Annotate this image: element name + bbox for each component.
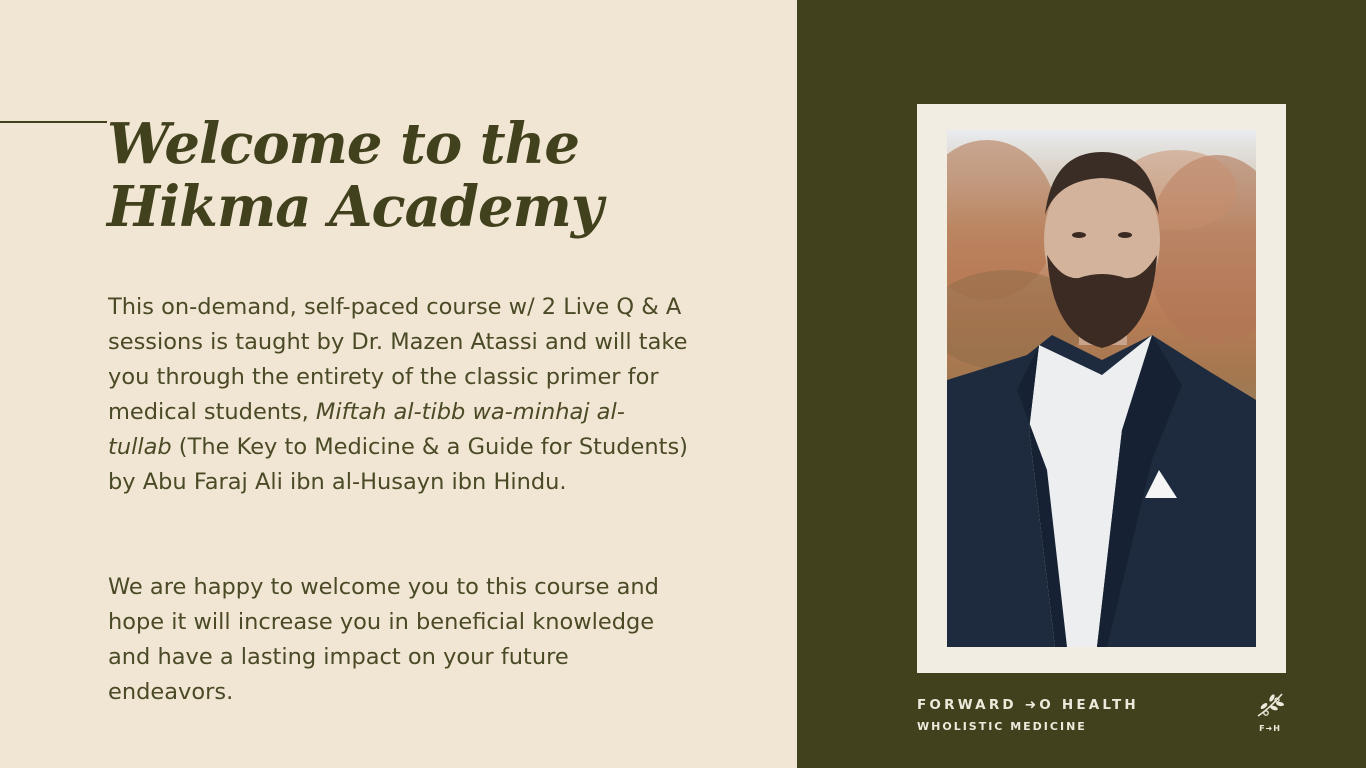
- book-title: Miftah al-tibb wa-minhaj al-tullab: [108, 399, 625, 460]
- title-line-2: Hikma Academy: [107, 174, 603, 240]
- brand-name: FORWARD ➜O HEALTH: [917, 697, 1139, 713]
- page-title: [107, 113, 747, 239]
- brand-logo: [1250, 690, 1290, 740]
- photo-frame: [917, 104, 1286, 673]
- intro-text-end: (The Key to Medicine & a Guide for Students) by Abu Faraj Ali ibn al-Husayn ibn Hindu.: [108, 434, 688, 495]
- brand-block: [917, 696, 1177, 735]
- title-line-1: Welcome to the: [107, 111, 579, 177]
- intro-paragraph: [108, 290, 688, 500]
- logo-text: F➜H: [1259, 724, 1281, 733]
- instructor-photo: [947, 130, 1256, 647]
- olive-branch-icon: [1250, 690, 1290, 720]
- accent-line: [0, 121, 107, 123]
- welcome-paragraph: We are happy to welcome you to this course and hope it will increase you in beneficial knowledge and have a lasting impact on your future endeavors.: [108, 574, 659, 705]
- intro-text-start: This on-demand, self-paced course w/ 2 Live Q & A sessions is taught by Dr. Mazen Atassi and will take you through the entirety of the classic primer for medical students,: [108, 294, 688, 425]
- brand-tagline: WHOLISTIC MEDICINE: [917, 720, 1087, 733]
